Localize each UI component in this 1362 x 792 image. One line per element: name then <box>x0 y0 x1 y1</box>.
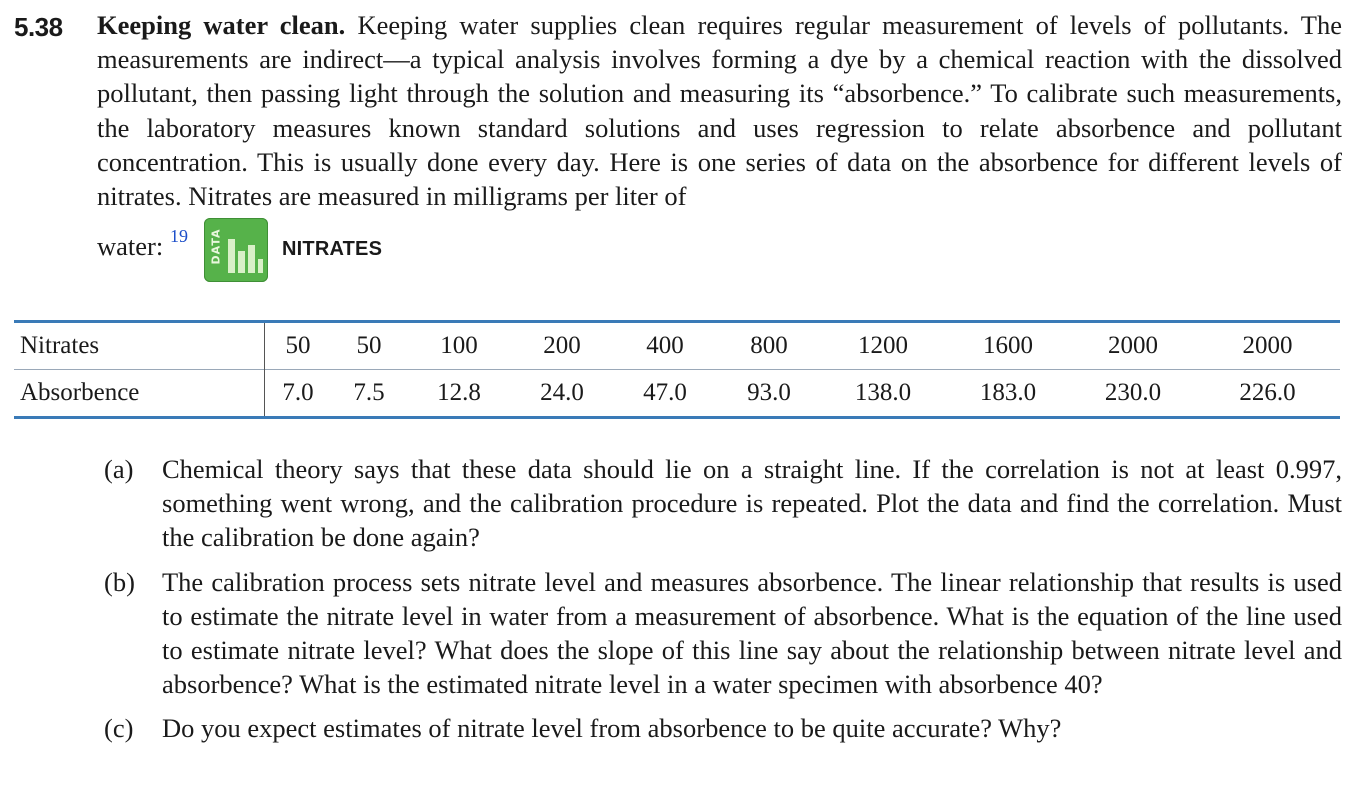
data-icon-label: DATA <box>209 228 223 265</box>
table-cell: 400 <box>613 322 717 370</box>
table-cell: 2000 <box>1071 322 1195 370</box>
table-cell: 138.0 <box>821 370 945 418</box>
row-label: Nitrates <box>14 322 265 370</box>
nitrates-table <box>14 320 1340 419</box>
row-label: Absorbence <box>14 370 265 418</box>
table-cell: 47.0 <box>613 370 717 418</box>
part-text: Chemical theory says that these data should lie on a straight line. If the correlation is not at least 0.997, something went wrong, and the calibration procedure is repeated. Plot the data and find the correlation. Must the calibration be done again? <box>162 454 1342 553</box>
part-c <box>104 711 1342 745</box>
table-cell: 183.0 <box>945 370 1071 418</box>
table-row <box>14 322 1340 370</box>
part-label: (c) <box>104 713 134 744</box>
table-cell: 12.8 <box>407 370 511 418</box>
table-cell: 1200 <box>821 322 945 370</box>
table-row <box>14 370 1340 418</box>
table-cell: 226.0 <box>1195 370 1340 418</box>
exercise-title: Keeping water clean. <box>97 10 346 40</box>
table-cell: 1600 <box>945 322 1071 370</box>
exercise-number: 5.38 <box>14 12 63 42</box>
part-label: (a) <box>104 454 134 484</box>
part-label: (b) <box>104 566 135 597</box>
table-cell: 100 <box>407 322 511 370</box>
table-cell: 200 <box>511 322 613 370</box>
intro-text: Keeping water supplies clean requires regular measurement of levels of pollutants. The measurements are indirect—a typical analysis involves forming a dye by a chemical reaction with the dissolved pollutant, then passing light through the solution and measuring its “absorbence.” To calibrate such measurements, the laboratory measures known standard solutions and uses regression to relate absorbence and pollutant concentration. This is usually done every day. Here is one series of data on the absorbence for different levels of nitrates. Nitrates are measured in milligrams per liter of <box>97 10 1343 212</box>
table-cell: 24.0 <box>511 370 613 418</box>
table-cell: 7.0 <box>265 370 332 418</box>
part-a <box>104 452 1342 555</box>
data-file-icon[interactable] <box>204 218 268 282</box>
dataset-name[interactable]: NITRATES <box>282 238 383 260</box>
table-cell: 2000 <box>1195 322 1340 370</box>
lead-out-text: water: <box>97 231 164 261</box>
table-cell: 93.0 <box>717 370 821 418</box>
exercise-parts <box>104 452 1342 756</box>
table-cell: 50 <box>331 322 407 370</box>
part-b <box>104 565 1342 702</box>
dataset-line <box>97 218 697 284</box>
footnote-marker[interactable]: 19 <box>170 226 188 246</box>
table-cell: 7.5 <box>331 370 407 418</box>
part-text: The calibration process sets nitrate level and measures absorbence. The linear relationship that results is used to estimate the nitrate level in water from a measurement of absorbence. What is the equation of the line used to estimate nitrate level? What does the slope of this line say about the relationship between nitrate level and absorbence? What is the estimated nitrate level in a water specimen with absorbence 40? <box>162 566 1342 700</box>
part-text: Do you expect estimates of nitrate level from absorbence to be quite accurate? Why? <box>162 713 1062 744</box>
table-cell: 230.0 <box>1071 370 1195 418</box>
exercise-intro <box>97 8 1342 213</box>
table-cell: 800 <box>717 322 821 370</box>
table-cell: 50 <box>265 322 332 370</box>
